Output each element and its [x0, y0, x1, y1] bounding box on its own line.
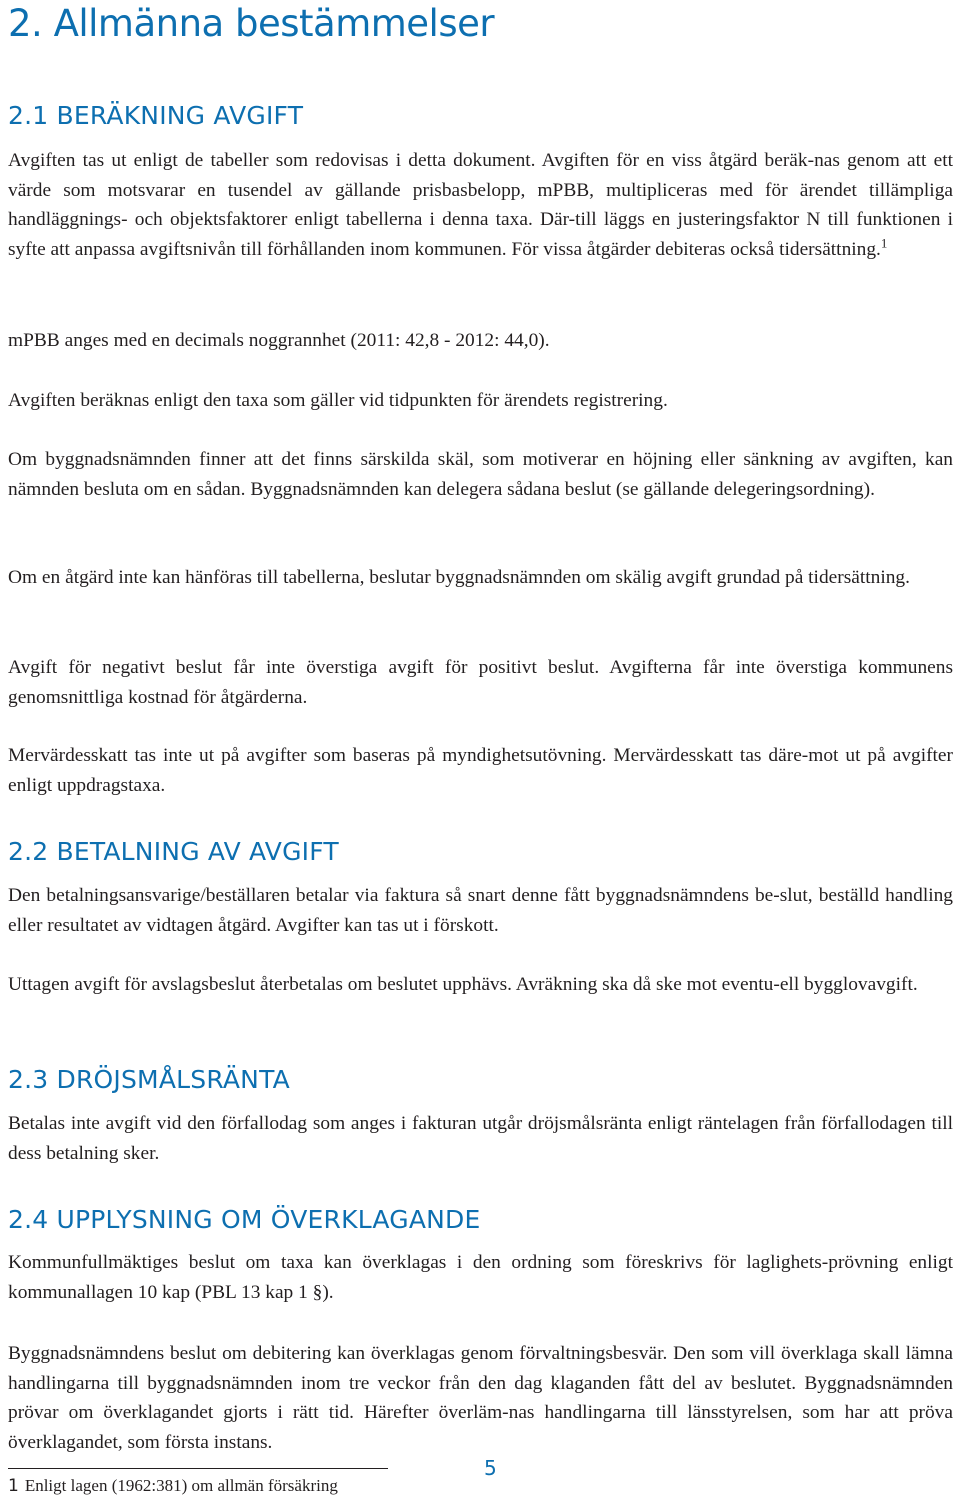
page-number: 5	[484, 1456, 497, 1480]
paragraph-2-1-5: Om en åtgärd inte kan hänföras till tabellerna, beslutar byggnadsnämnden om skälig avgift grundad på tidersättning.	[8, 567, 910, 588]
paragraph-2-1-7: Mervärdesskatt tas inte ut på avgifter som baseras på myndighetsutövning. Mervärdesskatt tas däre-mot ut på avgifter enligt uppdragstaxa.	[8, 745, 953, 796]
section-heading-2-2: 2.2 BETALNING AV AVGIFT	[8, 837, 339, 866]
footnote-number: 1	[8, 1476, 19, 1496]
paragraph-2-4-2: Byggnadsnämndens beslut om debitering kan överklagas genom förvaltningsbesvär. Den som vill överklaga skall lämna handlingarna till byggnadsnämnden inom tre veckor från den dag klaganden fått del av beslutet. Byggnadsnämnden prövar om överklagandet gjorts i rätt tid. Härefter överläm-nas handlingarna till länsstyrelsen, som har att pröva överklagandet, som första instans.	[8, 1343, 953, 1453]
paragraph-2-1-3: Avgiften beräknas enligt den taxa som gäller vid tidpunkten för ärendets registrering.	[8, 390, 668, 411]
paragraph-2-1-1	[8, 146, 953, 264]
paragraph-2-1-1-text: Avgiften tas ut enligt de tabeller som redovisas i detta dokument. Avgiften för en viss åtgärd beräk-nas genom att ett värde som motsvarar en tusendel av gällande prisbasbelopp, mPBB, multipliceras med för ärendet tillämpliga handläggnings- och objektsfaktorer enligt tabellerna i denna taxa. Där-till läggs en justeringsfaktor N till funktionen i syfte att anpassa avgiftsnivån till förhållanden inom kommunen. För vissa åtgärder debiteras också tidersättning.	[8, 150, 953, 260]
paragraph-2-1-6: Avgift för negativt beslut får inte överstiga avgift för positivt beslut. Avgifterna får inte överstiga kommunens genomsnittliga kostnad för åtgärderna.	[8, 657, 953, 708]
paragraph-2-4-1: Kommunfullmäktiges beslut om taxa kan överklagas i den ordning som föreskrivs för laglighets-prövning enligt kommunallagen 10 kap (PBL 13 kap 1 §).	[8, 1252, 953, 1303]
paragraph-2-1-4: Om byggnadsnämnden finner att det finns särskilda skäl, som motiverar en höjning eller sänkning av avgiften, kan nämnden besluta om en sådan. Byggnadsnämnden kan delegera sådana beslut (se gällande delegeringsordning).	[8, 449, 953, 500]
paragraph-2-2-1: Den betalningsansvarige/beställaren betalar via faktura så snart denne fått byggnadsnämndens be-slut, beställd handling eller resultatet av vidtagen åtgärd. Avgifter kan tas ut i förskott.	[8, 885, 953, 936]
section-heading-2-1: 2.1 BERÄKNING AVGIFT	[8, 101, 304, 130]
paragraph-2-1-2: mPBB anges med en decimals noggrannhet (2011: 42,8 - 2012: 44,0).	[8, 330, 550, 351]
section-heading-2-4: 2.4 UPPLYSNING OM ÖVERKLAGANDE	[8, 1205, 481, 1234]
footnote-text: Enligt lagen (1962:381) om allmän försäkring	[24, 1476, 338, 1495]
footnote-reference: 1	[880, 235, 888, 251]
section-heading-2-3: 2.3 DRÖJSMÅLSRÄNTA	[8, 1065, 290, 1094]
paragraph-2-2-2: Uttagen avgift för avslagsbeslut återbetalas om beslutet upphävs. Avräkning ska då ske mot eventu-ell bygglovavgift.	[8, 974, 918, 995]
footnote	[8, 1471, 338, 1501]
paragraph-2-3-1: Betalas inte avgift vid den förfallodag som anges i fakturan utgår dröjsmålsränta enligt räntelagen från förfallodagen till dess betalning sker.	[8, 1113, 953, 1164]
footnote-divider	[8, 1468, 388, 1469]
chapter-title: 2. Allmänna bestämmelser	[8, 2, 495, 45]
